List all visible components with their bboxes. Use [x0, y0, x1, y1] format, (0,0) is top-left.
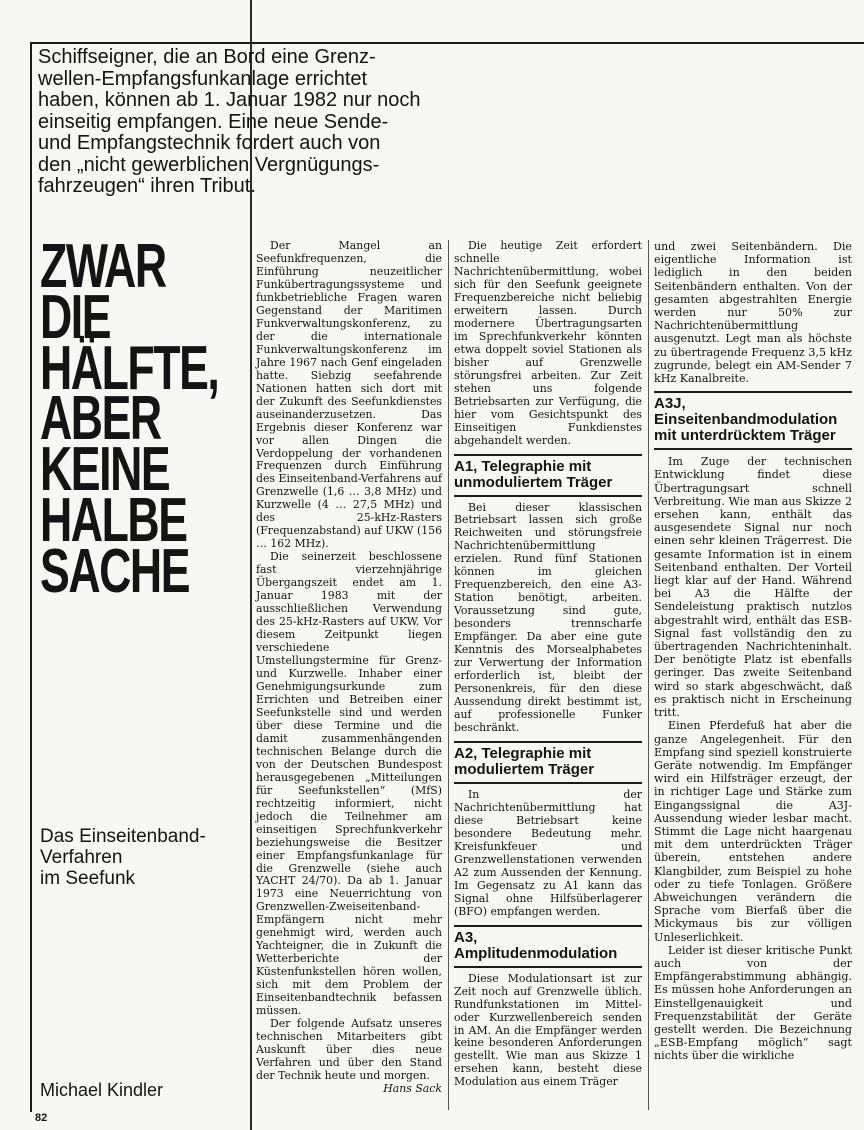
body-paragraph: Einen Pferdefuß hat aber die ganze Angelegenheit. Für den Empfang sind speziell konstruierte Geräte notwendig. Im Empfänger wird ein Hilfsträger erzeugt, der in richtiger Lage und Stärke zum Eingangssignal die A3J-Aussendung wieder lesbar macht. Stimmt die Lage nicht haargenau mit dem unterdrückten Träger überein, entstehen andere Klangbilder, zum Beispiel zu hohe oder zu tiefe Tonlagen. Größere Abweichungen verändern die Sprache vom Bierfaß über die Mickymaus bis zur völligen Unleserlichkeit.	[654, 719, 852, 944]
body-paragraph	[256, 1017, 442, 1095]
column-rule	[648, 240, 649, 1110]
body-paragraph: Die heutige Zeit erfordert schnelle Nachrichtenübermittlung, wobei sich für den Seefunk geeignete Frequenzbereiche nicht beliebig erweitern lassen. Durch modernere Übertragungsarten im Sprechfunkverkehr könnten etwa doppelt soviel Stationen als bisher auf Grenzwelle störungsfrei arbeiten. Zur Zeit stehen uns folgende Betriebsarten zur Verfügung, die hier vom Gesichtspunkt des Einseitigen Funkdienstes abgehandelt werden.	[454, 239, 642, 447]
headline-line: KEINE	[40, 435, 170, 505]
column-rule	[448, 240, 449, 1110]
body-paragraph: Der Mangel an Seefunkfrequenzen, die Einführung neuzeitlicher Funkübertragungssysteme und funkbetriebliche Fragen waren Gegenstand der Maritimen Funkverwaltungskonferenz, zu der die internationale Funkverwaltungskonferenz im Jahre 1967 nach Genf eingeladen hatte. Siebzig seefahrende Nationen hatten sich dort mit der Zukunft des Seefunkdienstes auseinanderzusetzen. Das Ergebnis dieser Konferenz war vor allen Dingen die Verdoppelung der vorhandenen Frequenzen durch Einführung des Einseitenband-Verfahrens auf Grenzwelle (1,6 … 3,8 MHz) und Kurzwelle (4 … 27,5 MHz) und des 25-kHz-Rasters (Frequenzabstand) auf UKW (156 … 162 MHz).	[256, 239, 442, 551]
body-paragraph: In der Nachrichtenübermittlung hat diese Betriebsart keine besondere Bedeutung mehr. Kreisfunkfeuer und Grenzwellenstationen verwenden A2 zum Aussenden der Kennung. Im Gegensatz zu A1 kann das Signal ohne Hilfsüberlagerer (BFO) empfangen werden.	[454, 787, 642, 918]
section-heading: A1, Telegraphie mit unmoduliertem Träger	[454, 454, 642, 497]
body-paragraph: Die seinerzeit beschlossene fast vierzehnjährige Übergangszeit endet am 1. Januar 1983 mit der ausschließlichen Verwendung des 25-kHz-Rasters auf UKW. Vor diesem Zeitpunkt liegen verschiedene Umstellungstermine für Grenz- und Kurzwelle. Inhaber einer Genehmigungsurkunde zum Errichten und Betreiben einer Seefunkstelle sind und werden über diese Termine und die damit zusammenhängenden technischen Belange durch die von der Deutschen Bundespost herausgegebenen „Mitteilungen für Seefunkstellen“ (MfS) rechtzeitig informiert, nicht jedoch die Teilnehmer am einseitigen Sprechfunkverkehr beziehungsweise die Besitzer einer Empfangsfunkanlage für die Grenzwelle (siehe auch YACHT 24/70). Da ab 1. Januar 1973 eine Neuerrichtung von Grenzwellen-Zweiseitenband-Empfängern nicht mehr genehmigt wird, werden auch Yachteigner, die in Zukunft die Wetterberichte der Küstenfunkstellen hören wollen, sich mit dem Problem der Einseitenbandtechnik befassen müssen.	[256, 550, 442, 1018]
body-paragraph: und zwei Seitenbändern. Die eigentliche Information ist lediglich in den beiden Seitenbändern enthalten. Von der gesamten abgestrahlten Energie werden nur 50% zur Nachrichtenübermittlung ausgenutzt. Legt man als höchste zu übertragende Frequenz 3,5 kHz zugrunde, belegt ein AM-Sender 7 kHz Kanalbreite.	[654, 240, 852, 386]
body-paragraph: Im Zuge der technischen Entwicklung findet diese Übertragungsart schnell Verbreitung. Wie man aus Skizze 2 ersehen kann, enthält das ausgesendete Signal nur noch einen sehr kleinen Trägerrest. Die gesamte Information ist in einem Seitenband enthalten. Der Vorteil liegt klar auf der Hand. Während bei A3 die Hälfte der Sendeleistung praktisch nutzlos abgestrahlt wird, enthält das ESB-Signal fast vollständig den zu übertragenden Nachrichteninhalt. Der benötigte Platz ist ebenfalls geringer. Das zweite Seitenband wird so stark abgeschwächt, daß es praktisch nicht in Erscheinung tritt.	[654, 455, 852, 720]
headline-line: SACHE	[40, 536, 190, 606]
intro-line: den „nicht gewerblichen Vergnügungs-	[38, 153, 380, 176]
body-column-2	[454, 240, 642, 1089]
section-heading: A3, Amplitudenmodulation	[454, 925, 642, 968]
section-heading: A2, Telegraphie mit moduliertem Träger	[454, 741, 642, 784]
intro-line: haben, können ab 1. Januar 1982 nur noch	[38, 89, 421, 111]
headline	[40, 232, 219, 606]
headline-line: HÄLFTE,	[40, 333, 219, 403]
author-name: Michael Kindler	[40, 1080, 164, 1100]
subtitle-line: im Seefunk	[40, 868, 136, 889]
subtitle-line: Das Einseitenband-	[40, 826, 206, 847]
headline-line: DIE	[40, 282, 111, 352]
headline-line: HALBE	[40, 486, 187, 556]
body-column-1	[256, 240, 442, 1096]
subtitle-line: Verfahren	[40, 847, 123, 868]
paragraph-text: Der folgende Aufsatz unseres technischen Mitarbeiters gibt Auskunft über dies neue Verfahren und über den Stand der Technik heute und morgen.	[256, 1017, 442, 1082]
headline-line: ABER	[40, 384, 161, 454]
intro-line: fahrzeugen“ ihren Tribut.	[38, 175, 256, 197]
section-heading: A3J, Einseitenbandmodulation mit unterdrücktem Träger	[654, 391, 852, 450]
intro-line: wellen-Empfangsfunkanlage errichtet	[38, 67, 368, 90]
body-paragraph: Diese Modulationsart ist zur Zeit noch auf Grenzwelle üblich. Rundfunkstationen im Mittel- oder Kurzwellenbereich senden in AM. An die Empfänger werden keine besonderen Anforderungen gestellt. Wie man aus Skizze 1 ersehen kann, besteht diese Modulation aus einem Träger	[454, 971, 642, 1089]
intro-teaser	[38, 47, 438, 198]
page-number: 82	[35, 1112, 48, 1124]
signature: Hans Sack	[383, 1081, 442, 1095]
body-paragraph: Bei dieser klassischen Betriebsart lassen sich große Reichweiten und störungsfreie Nachrichtenübermittlung erzielen. Rund fünf Stationen können im gleichen Frequenzbereich, den eine A3-Station benötigt, arbeiten. Voraussetzung sind gute, besonders trennscharfe Empfänger. Da aber eine gute Kenntnis des Morsealphabetes zur Verwertung der Information erforderlich ist, bleibt der Personenkreis, für den diese Aussendung direkt bestimmt ist, auf professionelle Funker beschränkt.	[454, 500, 642, 734]
intro-line: einseitig empfangen. Eine neue Sende-	[38, 110, 389, 133]
subtitle	[40, 826, 245, 889]
body-paragraph: Leider ist dieser kritische Punkt auch von der Empfängerabstimmung abhängig. Es müssen hohe Anforderungen an Einstellgenauigkeit und Frequenzstabilität der Geräte gestellt werden. Die Bezeichnung „ESB-Empfang möglich“ sagt nichts über die wirkliche	[654, 943, 852, 1063]
body-column-3	[654, 240, 852, 1063]
intro-line: Schiffseigner, die an Bord eine Grenz-	[38, 46, 376, 68]
intro-line: und Empfangstechnik fordert auch von	[38, 132, 381, 154]
headline-line: ZWAR	[40, 232, 166, 301]
